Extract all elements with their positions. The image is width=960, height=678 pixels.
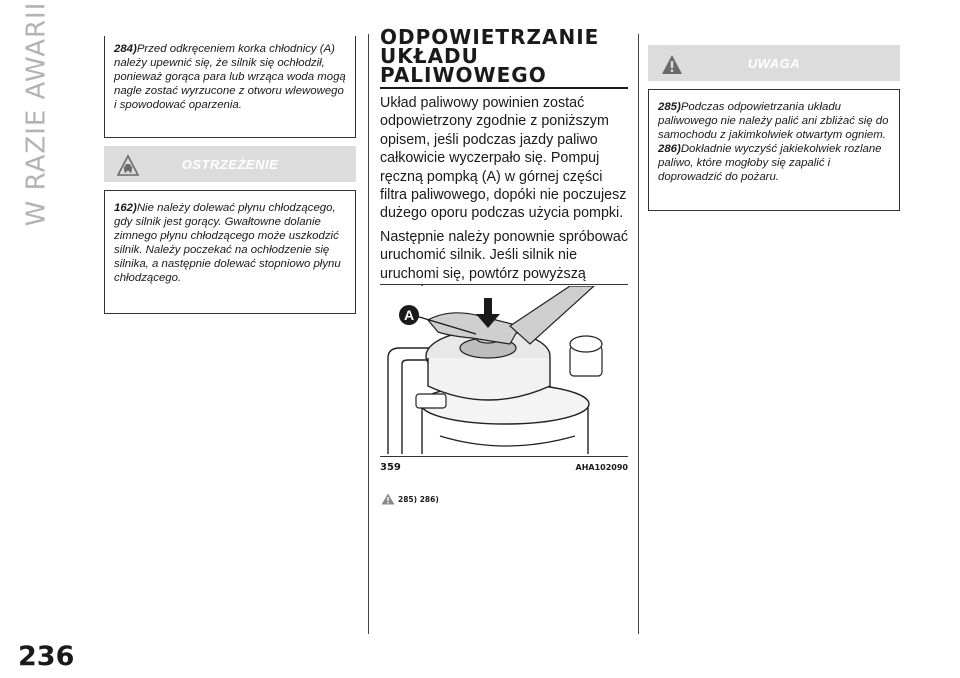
notes-285-286-box (648, 89, 900, 211)
note-286 (658, 142, 890, 184)
note-text: Nie należy dolewać płynu chłodzącego, gdy silnik jest gorący. Gwałtowne dolanie zimnego płynu chłodzącego może uszkodzić silnik. Należy poczekać na ochłodzenie się silnika, a następnie dolewać stopniowo płynu chłodzącego. (114, 202, 341, 284)
figure-callout-label: A (403, 307, 415, 323)
section-title: W RAZIE AWARII (21, 1, 51, 227)
warning-triangle-icon (381, 493, 395, 505)
note-ref: 286) (658, 143, 681, 155)
note-ref: 285) (658, 101, 681, 113)
note-ref: 162) (114, 202, 137, 214)
column-divider (638, 34, 639, 634)
figure-rule (380, 456, 628, 457)
note-284 (114, 42, 346, 112)
note-162 (114, 201, 346, 285)
section-heading (380, 25, 630, 87)
caution-banner-label: UWAGA (747, 55, 801, 71)
warning-banner-label: OSTRZEŻENIE (181, 156, 279, 172)
note-text: Dokładnie wyczyść jakiekolwiek rozlane paliwo, które mogłoby się zapalić i doprowadzić do pożaru. (658, 143, 882, 183)
warning-references (381, 493, 439, 505)
body-text (380, 94, 630, 306)
figure-number: 359 (380, 462, 401, 473)
figure-rule (380, 284, 628, 285)
figure-code: AHA102090 (575, 463, 628, 472)
heading-line: ODPOWIETRZANIE (380, 25, 600, 49)
note-ref: 284) (114, 43, 137, 55)
note-284-box (104, 36, 356, 138)
heading-line: PALIWOWEGO (380, 63, 547, 87)
note-285 (658, 100, 890, 142)
references-text: 285) 286) (398, 494, 439, 504)
heading-underline (380, 87, 628, 89)
note-text: Podczas odpowietrzania układu paliwowego nie należy palić ani zbliżać się do samochodu z jakimkolwiek otwartym ogniem. (658, 101, 889, 141)
page-number: 236 (18, 641, 75, 672)
column-divider (368, 34, 369, 634)
caution-banner (648, 45, 900, 81)
paragraph: Układ paliwowy powinien zostać odpowietrzony zgodnie z poniższym opisem, jeśli podczas jazdy paliwo całkowicie wyczerpało się. Pompuj ręczną pompką (A) w górnej części filtra paliwowego, dopóki nie poczujesz dużego oporu podczas użycia pompki. (380, 95, 627, 222)
paragraph: Następnie należy ponownie spróbować uruchomić silnik. Jeśli silnik nie uruchomi się, powtórz powyższą (380, 228, 628, 282)
warning-banner (104, 146, 356, 182)
heading-line: UKŁADU (380, 44, 479, 68)
note-162-box (104, 190, 356, 314)
note-text: Przed odkręceniem korka chłodnicy (A) należy upewnić się, że silnik się ochłodził, ponieważ gorąca para lub wrząca woda mogą nagle zostać wyrzucone z otworu wlewowego i spowodować oparzenia. (114, 43, 346, 111)
fuel-filter-illustration (380, 286, 628, 454)
